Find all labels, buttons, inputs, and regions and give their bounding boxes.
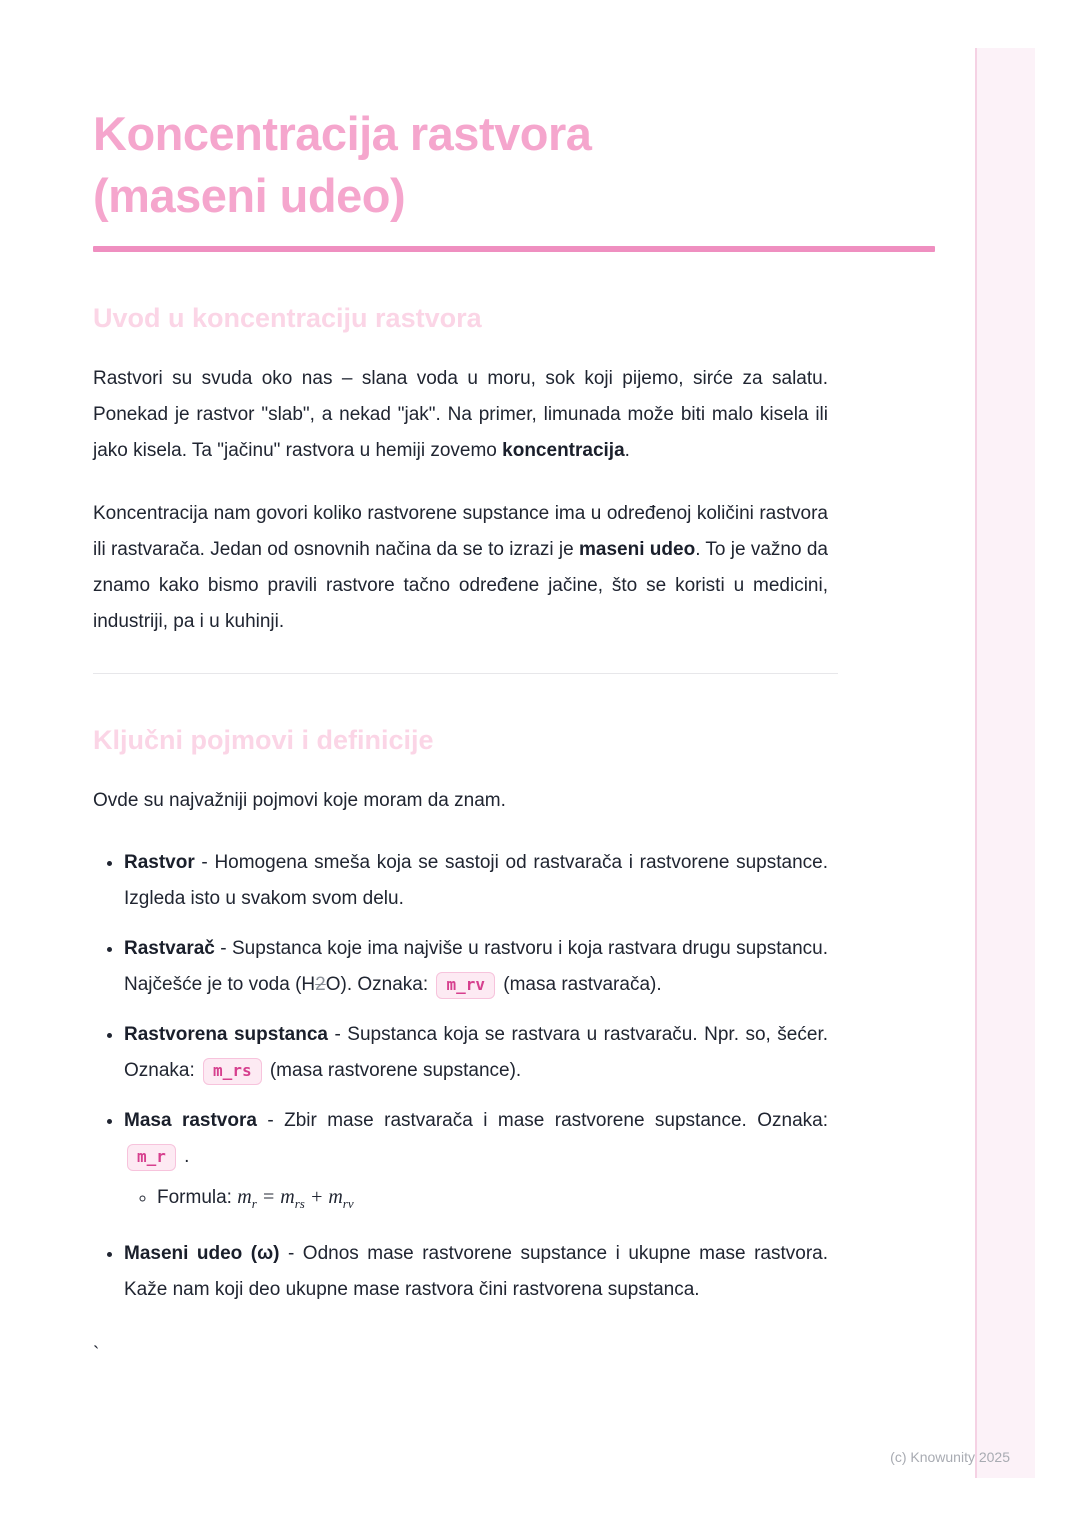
section-divider <box>93 673 838 674</box>
page-title <box>93 103 828 227</box>
list-item-maseni-udeo <box>124 1236 828 1308</box>
paragraph-1-text: Rastvori su svuda oko nas – slana voda u moru, sok koji pijemo, sirće za salatu. Ponekad je rastvor "slab", a nekad "jak". Na primer, limunada može biti malo kisela ili jako kisela. Ta "jačinu" rastvora u hemiji zovemo <box>93 368 828 461</box>
content <box>93 0 828 1366</box>
formula-var-mr: m <box>237 1186 252 1208</box>
term-masa-desc-2: . <box>178 1146 190 1167</box>
term-list <box>93 845 828 1308</box>
term-rastvorena-desc-2: (masa rastvorene supstance). <box>264 1060 522 1081</box>
formula-sub-list <box>124 1179 828 1222</box>
term-rastvarac-desc-2: O). Oznaka: <box>325 974 434 995</box>
formula-label: Formula: <box>157 1187 238 1208</box>
title-underline <box>93 246 935 252</box>
page-edge-strip <box>975 48 1035 1478</box>
formula-expression <box>237 1186 354 1211</box>
term-maseni-udeo: Maseni udeo (ω) <box>124 1243 280 1264</box>
term-rastvorena-desc-1: - Supstanca koja se rastvara u rastvaraču. Npr. so, šećer. Oznaka: <box>124 1024 828 1081</box>
formula-equals: = <box>256 1186 281 1208</box>
formula-sub-rs: rs <box>294 1196 305 1211</box>
term-rastvarac-desc-3: (masa rastvarača). <box>497 974 662 995</box>
term-rastvor-desc: - Homogena smeša koja se sastoji od rastvarača i rastvorene supstance. Izgleda isto u svakom svom delu. <box>124 852 828 909</box>
page-title-line-2: (maseni udeo) <box>93 169 406 222</box>
term-maseni-desc: - Odnos mase rastvorene supstance i ukupne mase rastvora. Kaže nam koji deo ukupne mase rastvora čini rastvorena supstanca. <box>124 1243 829 1300</box>
term-rastvorena-supstanca: Rastvorena supstanca <box>124 1024 328 1045</box>
list-item-rastvarac <box>124 931 828 1003</box>
page-title-line-1: Koncentracija rastvora <box>93 107 592 160</box>
copyright-footer: (c) Knowunity 2025 <box>890 1449 1010 1465</box>
formula-sub-r: r <box>251 1196 257 1211</box>
paragraph-2 <box>93 496 828 640</box>
term-rastvor: Rastvor <box>124 852 195 873</box>
formula-var-mrv: m <box>328 1186 343 1208</box>
section-heading-uvod: Uvod u koncentraciju rastvora <box>93 303 482 333</box>
bold-maseni-udeo: maseni udeo <box>579 539 696 560</box>
code-badge-m-rs: m_rs <box>203 1058 262 1085</box>
formula-item <box>157 1179 828 1222</box>
h2o-subscript: 2 <box>315 974 326 995</box>
list-item-rastvorena-supstanca <box>124 1017 828 1089</box>
section-uvod <box>93 302 828 640</box>
formula-sub-rv: rv <box>342 1196 354 1211</box>
formula-var-mrs: m <box>280 1186 295 1208</box>
term-masa-desc-1: - Zbir mase rastvarača i mase rastvorene supstance. Oznaka: <box>256 1110 828 1131</box>
term-rastvarac: Rastvarač <box>124 938 215 959</box>
paragraph-1-end: . <box>624 440 630 461</box>
term-masa-rastvora: Masa rastvora <box>124 1110 257 1131</box>
stray-backtick: ` <box>93 1344 100 1365</box>
paragraph-1 <box>93 361 828 469</box>
section-pojmovi <box>93 724 828 1366</box>
list-item-masa-rastvora <box>124 1103 828 1222</box>
formula-plus: + <box>304 1186 329 1208</box>
term-rastvarac-desc-1: - Supstanca koje ima najviše u rastvoru i koja rastvara drugu supstancu. Najčešće je to voda (H <box>124 938 828 995</box>
paragraph-2-end: . To je važno da znamo kako bismo pravili rastvore tačno određene jačine, što se koristi u medicini, industriji, pa i u kuhinji. <box>93 539 828 632</box>
paragraph-2-start: Koncentracija nam govori koliko rastvorene supstance ima u određenoj količini rastvora ili rastvarača. Jedan od osnovnih načina da se to izrazi je <box>93 503 828 560</box>
list-item-rastvor <box>124 845 828 917</box>
pojmovi-intro: Ovde su najvažniji pojmovi koje moram da znam. <box>93 790 506 811</box>
code-badge-m-rv: m_rv <box>436 972 495 999</box>
section-heading-pojmovi: Ključni pojmovi i definicije <box>93 725 434 755</box>
bold-koncentracija: koncentracija <box>502 440 625 461</box>
code-badge-m-r: m_r <box>127 1144 176 1171</box>
